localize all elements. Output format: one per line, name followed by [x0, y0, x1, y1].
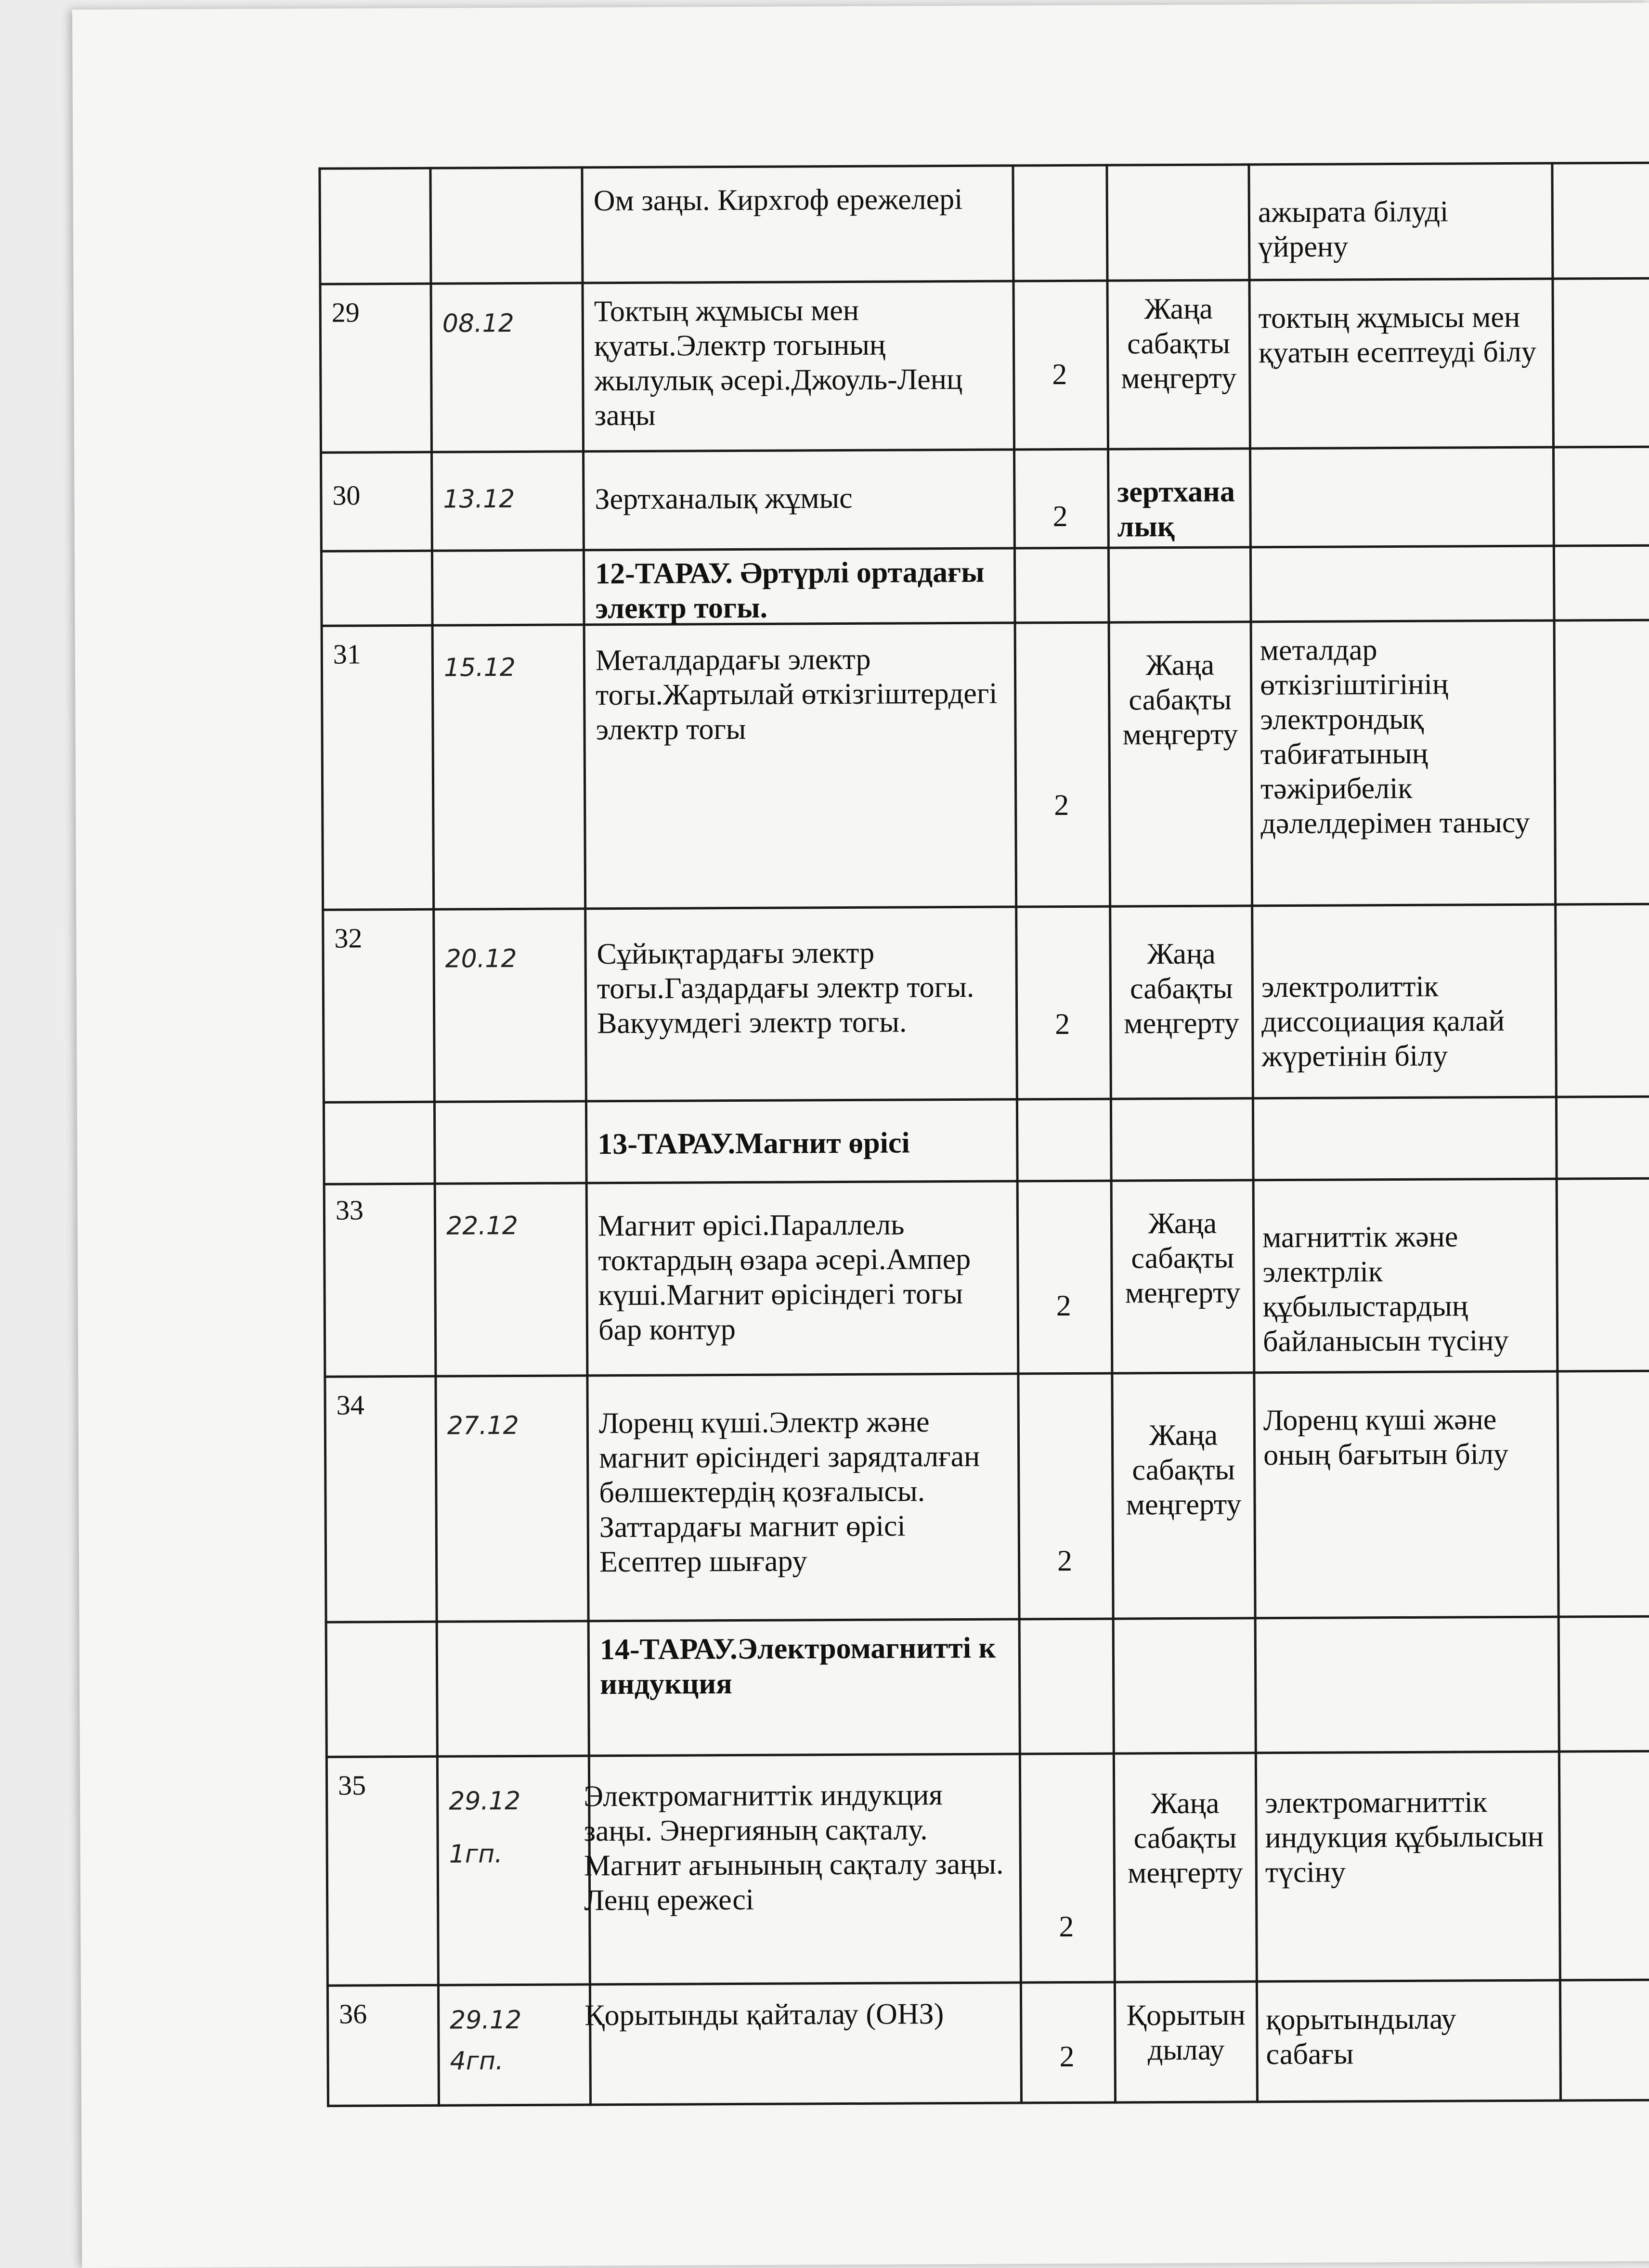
- section-heading: 13-ТАРАУ.Магнит өрісі: [597, 1126, 910, 1161]
- lesson-date: 15.12: [443, 653, 516, 683]
- topic-cell: Магнит өрісі.Параллель токтардың өзара әсері.Ампер күші.Магнит өрісіндегі тогы бар контур: [597, 1208, 971, 1347]
- hours-cell: 2: [1059, 1910, 1074, 1944]
- row-number: 32: [334, 922, 363, 954]
- row-number: 29: [331, 296, 360, 328]
- goal-cell: магниттік және электрлік құбылыстардың байланысын түсіну: [1262, 1220, 1509, 1358]
- table-border-bottom: [327, 2099, 1649, 2107]
- row-number: 33: [335, 1194, 364, 1226]
- hours-cell: 2: [1059, 2040, 1075, 2074]
- hours-cell: 2: [1056, 1289, 1071, 1323]
- goal-cell: Лоренц күші және оның бағытын білу: [1263, 1403, 1509, 1472]
- table-border-left: [318, 168, 329, 2107]
- table-row-line: [325, 1750, 1649, 1758]
- table-row-line: [323, 1095, 1649, 1103]
- table-row-line: [320, 446, 1649, 454]
- goal-cell: қорытындылау сабағы: [1266, 2002, 1456, 2071]
- row-number: 34: [336, 1389, 364, 1421]
- topic-cell: Сұйықтардағы электр тогы.Газдардағы электр тогы. Вакуумдегі электр тогы.: [597, 936, 974, 1040]
- lesson-period: 1гп.: [449, 1840, 503, 1869]
- topic-cell: Зертханалық жұмыс: [595, 481, 853, 516]
- table-row-line: [323, 1177, 1649, 1185]
- lesson-type-cell: зертхана лық: [1117, 475, 1235, 543]
- goal-cell: токтың жұмысы мен қуатын есептеуді білу: [1258, 300, 1537, 370]
- goal-cell: электролиттік диссоциация қалай жүретінін білу: [1261, 970, 1505, 1073]
- row-number: 35: [338, 1769, 366, 1801]
- table-row-line: [322, 902, 1649, 911]
- lesson-type-cell: Қорытын дылау: [1126, 1998, 1246, 2067]
- lesson-type-cell: Жаңа сабақты меңгерту: [1127, 1787, 1243, 1890]
- lesson-type-cell: Жаңа сабақты меңгерту: [1126, 1418, 1242, 1521]
- topic-cell: Электромагниттік индукция заңы. Энергияның сақталу. Магнит ағынының сақталу заңы. Ленц ережесі: [584, 1778, 1004, 1917]
- goal-cell: ажырата білуді үйрену: [1258, 195, 1449, 264]
- lesson-type-cell: Жаңа сабақты меңгерту: [1125, 1207, 1241, 1310]
- row-number: 31: [333, 638, 361, 670]
- lesson-period: 4гп.: [450, 2047, 504, 2076]
- goal-cell: электромагниттік индукция құбылысын түсіну: [1265, 1786, 1544, 1889]
- lesson-date: 13.12: [443, 484, 515, 514]
- lesson-date: 29.12: [450, 2005, 522, 2035]
- lesson-date: 22.12: [446, 1211, 519, 1241]
- row-number: 30: [332, 479, 361, 511]
- table-row-line: [326, 1978, 1649, 1986]
- section-heading: 12-ТАРАУ. Әртүрлі ортадағы электр тогы.: [595, 555, 985, 625]
- table-column-line: [429, 167, 440, 2107]
- hours-cell: 2: [1055, 1007, 1070, 1041]
- lesson-plan-table: [318, 162, 1649, 2107]
- lesson-type-cell: Жаңа сабақты меңгерту: [1121, 292, 1237, 395]
- table-row-line: [325, 1615, 1649, 1623]
- lesson-type-cell: Жаңа сабақты меңгерту: [1122, 648, 1238, 751]
- hours-cell: 2: [1054, 788, 1069, 822]
- table-row-line: [324, 1369, 1649, 1378]
- topic-cell: Металдардағы электр тогы.Жартылай өткізгіштердегі электр тогы: [595, 643, 998, 747]
- table-row-line: [320, 544, 1649, 553]
- lesson-date: 20.12: [445, 944, 517, 974]
- goal-cell: металдар өткізгіштігінің электрондық табиғатының тәжірибелік дәлелдерімен танысу: [1259, 633, 1530, 840]
- hours-cell: 2: [1057, 1544, 1073, 1578]
- scanned-page: [72, 3, 1649, 2268]
- table-border-top: [318, 162, 1649, 170]
- lesson-type-cell: Жаңа сабақты меңгерту: [1124, 937, 1240, 1040]
- topic-cell: Ом заңы. Кирхгоф ережелері: [593, 182, 963, 218]
- hours-cell: 2: [1052, 500, 1068, 533]
- hours-cell: 2: [1052, 358, 1067, 391]
- topic-cell: Токтың жұмысы мен қуаты.Электр тогының жылулық әсері.Джоуль-Ленц заңы: [594, 294, 963, 432]
- table-row-line: [319, 277, 1649, 285]
- lesson-date: 29.12: [449, 1786, 521, 1816]
- row-number: 36: [339, 1998, 367, 2030]
- topic-cell: Қорытынды қайталау (ОНЗ): [584, 1997, 944, 2032]
- section-heading: 14-ТАРАУ.Электромагнитті к индукция: [599, 1631, 996, 1701]
- lesson-date: 27.12: [447, 1411, 519, 1441]
- lesson-date: 08.12: [442, 309, 514, 338]
- topic-cell: Лоренц күші.Электр және магнит өрісіндегі зарядталған бөлшектердің қозғалысы. Заттардағы магнит өрісі Есептер шығару: [598, 1405, 980, 1579]
